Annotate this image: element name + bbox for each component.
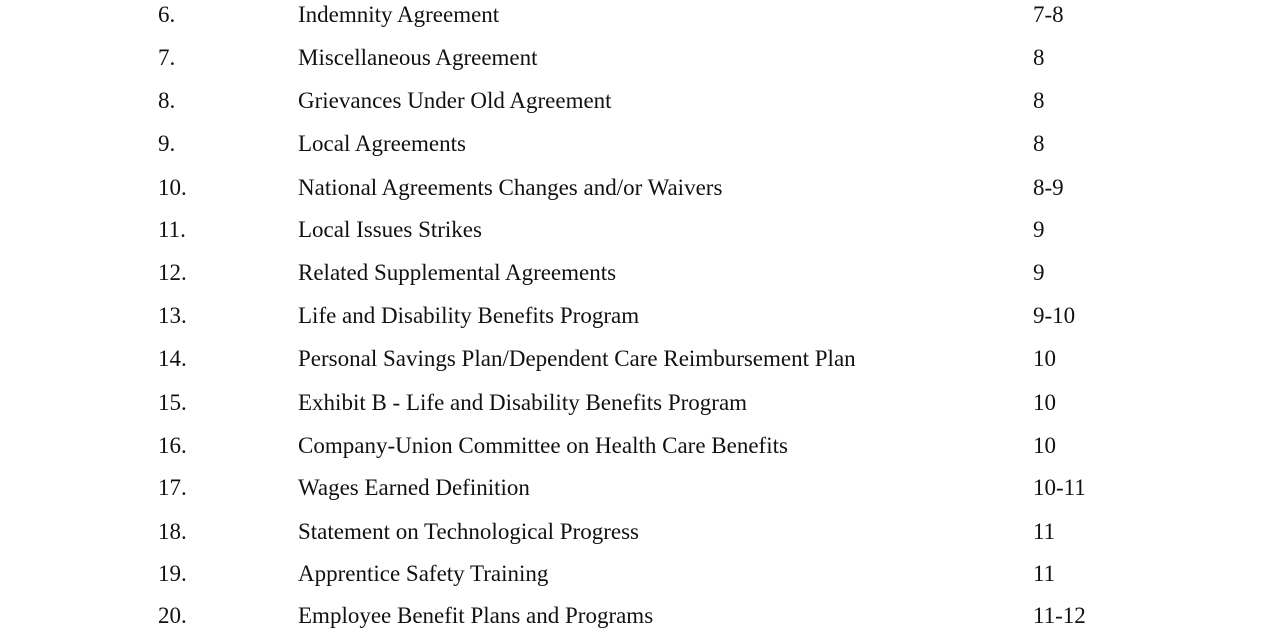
toc-row [0,560,1275,592]
section-number: 7. [158,45,176,70]
page-range: 9 [1033,260,1045,285]
section-title: Personal Savings Plan/Dependent Care Reimbursement Plan [298,346,856,371]
section-number: 8. [158,88,176,113]
section-number: 6. [158,2,176,27]
section-title: Life and Disability Benefits Program [298,303,640,328]
toc-row [0,174,1275,206]
section-number: 10. [158,175,187,200]
toc-row [0,302,1275,334]
page-range: 10-11 [1033,475,1086,500]
section-title: Grievances Under Old Agreement [298,88,612,113]
section-title: Apprentice Safety Training [298,561,549,586]
toc-row [0,602,1275,634]
page-range: 8 [1033,45,1045,70]
section-number: 16. [158,433,187,458]
section-number: 18. [158,519,187,544]
toc-row [0,87,1275,119]
toc-row [0,216,1275,248]
section-title: Local Agreements [298,131,466,156]
page-range: 8 [1033,88,1045,113]
section-number: 13. [158,303,187,328]
page-range: 8 [1033,131,1045,156]
page-range: 10 [1033,346,1056,371]
toc-row [0,432,1275,464]
section-title: Wages Earned Definition [298,475,530,500]
section-title: Miscellaneous Agreement [298,45,538,70]
page-range: 9-10 [1033,303,1076,328]
section-number: 11. [158,217,186,242]
section-number: 9. [158,131,176,156]
section-number: 14. [158,346,187,371]
section-title: Statement on Technological Progress [298,519,639,544]
section-number: 12. [158,260,187,285]
section-title: National Agreements Changes and/or Waivers [298,175,723,200]
toc-row [0,345,1275,377]
section-title: Company-Union Committee on Health Care Benefits [298,433,788,458]
section-number: 20. [158,603,187,628]
section-title: Related Supplemental Agreements [298,260,617,285]
page-range: 8-9 [1033,175,1064,200]
section-title: Indemnity Agreement [298,2,500,27]
toc-row [0,518,1275,550]
toc-row [0,259,1275,291]
page-range: 11 [1033,561,1056,586]
toc-row [0,1,1275,33]
toc-row [0,44,1275,76]
page-range: 11 [1033,519,1056,544]
section-title: Local Issues Strikes [298,217,482,242]
page-range: 10 [1033,433,1056,458]
page-range: 11-12 [1033,603,1086,628]
section-title: Exhibit B - Life and Disability Benefits Program [298,390,748,415]
toc-row [0,130,1275,162]
section-number: 17. [158,475,187,500]
section-number: 19. [158,561,187,586]
toc-row [0,389,1275,421]
section-number: 15. [158,390,187,415]
page-range: 10 [1033,390,1056,415]
section-title: Employee Benefit Plans and Programs [298,603,654,628]
toc-row [0,474,1275,506]
page-range: 9 [1033,217,1045,242]
page-range: 7-8 [1033,2,1064,27]
